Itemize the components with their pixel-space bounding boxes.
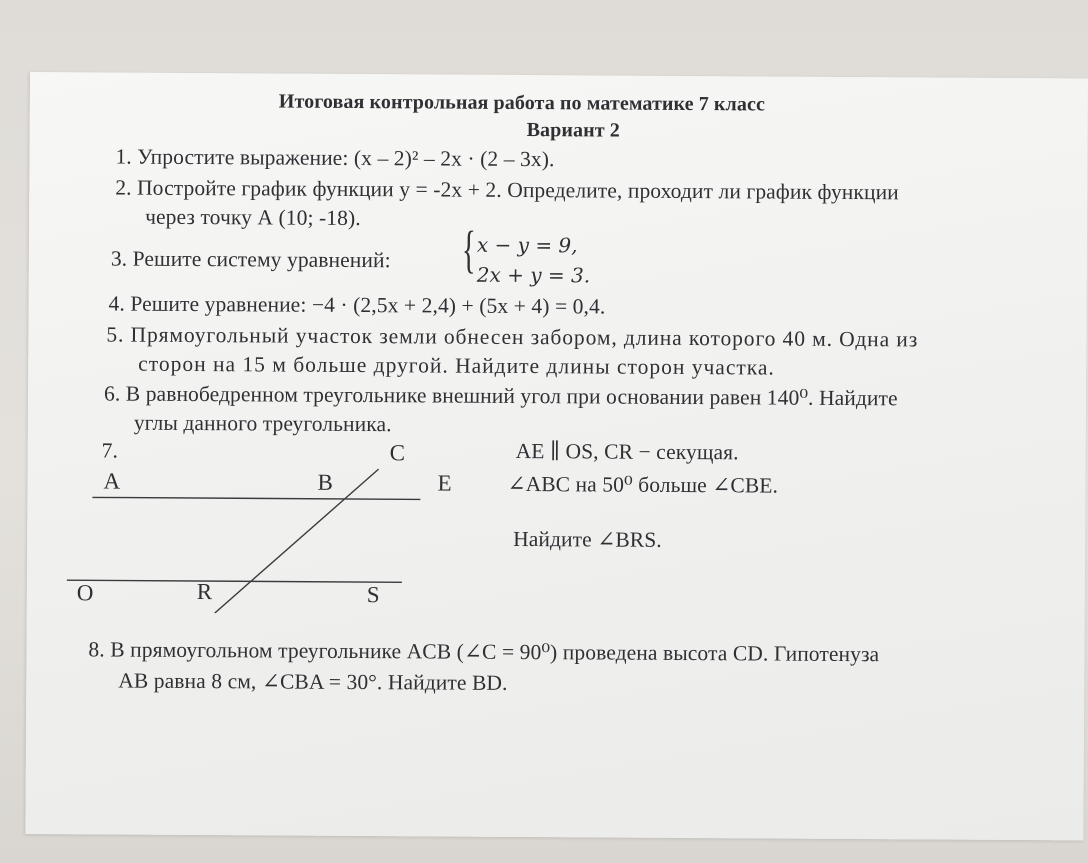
secant-CR (215, 468, 379, 614)
label-E: Е (437, 470, 452, 496)
task-8-line-1: 8. В прямоугольном треугольнике ACB (∠C = 90⁰) проведена высота CD. Гипотенуза (88, 637, 880, 667)
label-B: В (317, 469, 333, 495)
system-brace: { (461, 221, 476, 279)
label-O: О (76, 580, 94, 606)
task-7-condition-2: ∠ABC на 50⁰ больше ∠CBE. (507, 471, 779, 498)
label-R: R (196, 579, 213, 605)
task-7-condition-1: AE ∥ OS, CR − секущая. (515, 438, 739, 465)
task-4: 4. Решите уравнение: −4 · (2,5x + 2,4) + (5x + 4) = 0,4. (108, 291, 606, 319)
task-7-question: Найдите ∠BRS. (513, 526, 662, 552)
worksheet-paper (25, 72, 1088, 840)
system-equation-2: 2x + y = 3. (476, 262, 591, 288)
task-3: 3. Решите систему уравнений: (110, 246, 391, 273)
line-OS (67, 580, 402, 582)
label-A: А (103, 468, 121, 494)
task-2-line-2: через точку А (10; -18). (145, 204, 361, 231)
task-5-line-2: сторон на 15 м больше другой. Найдите длины сторон участка. (138, 351, 775, 380)
task-2-line-1: 2. Постройте график функции у = -2х + 2. Определите, проходит ли график функции (115, 175, 899, 205)
task-1: 1. Упростите выражение: (х – 2)² – 2х · (2 – 3х). (115, 144, 555, 172)
system-equation-1: x − y = 9, (476, 232, 578, 258)
task-7-number: 7. (101, 438, 119, 463)
worksheet-title: Итоговая контрольная работа по математике 7 класс (278, 90, 766, 116)
task-8-line-2: AB равна 8 см, ∠CBA = 30°. Найдите BD. (118, 668, 508, 695)
variant-label: Вариант 2 (526, 119, 620, 142)
geometry-diagram (57, 432, 478, 615)
task-5-line-1: 5. Прямоугольный участок земли обнесен забором, длина которого 40 м. Одна из (106, 322, 919, 352)
label-C: С (389, 440, 406, 466)
task-6-line-2: углы данного треугольника. (133, 410, 392, 437)
label-S: S (366, 582, 380, 608)
line-AE (92, 497, 420, 499)
task-6-line-1: 6. В равнобедренном треугольнике внешний угол при основании равен 140⁰. Найдите (103, 381, 898, 411)
